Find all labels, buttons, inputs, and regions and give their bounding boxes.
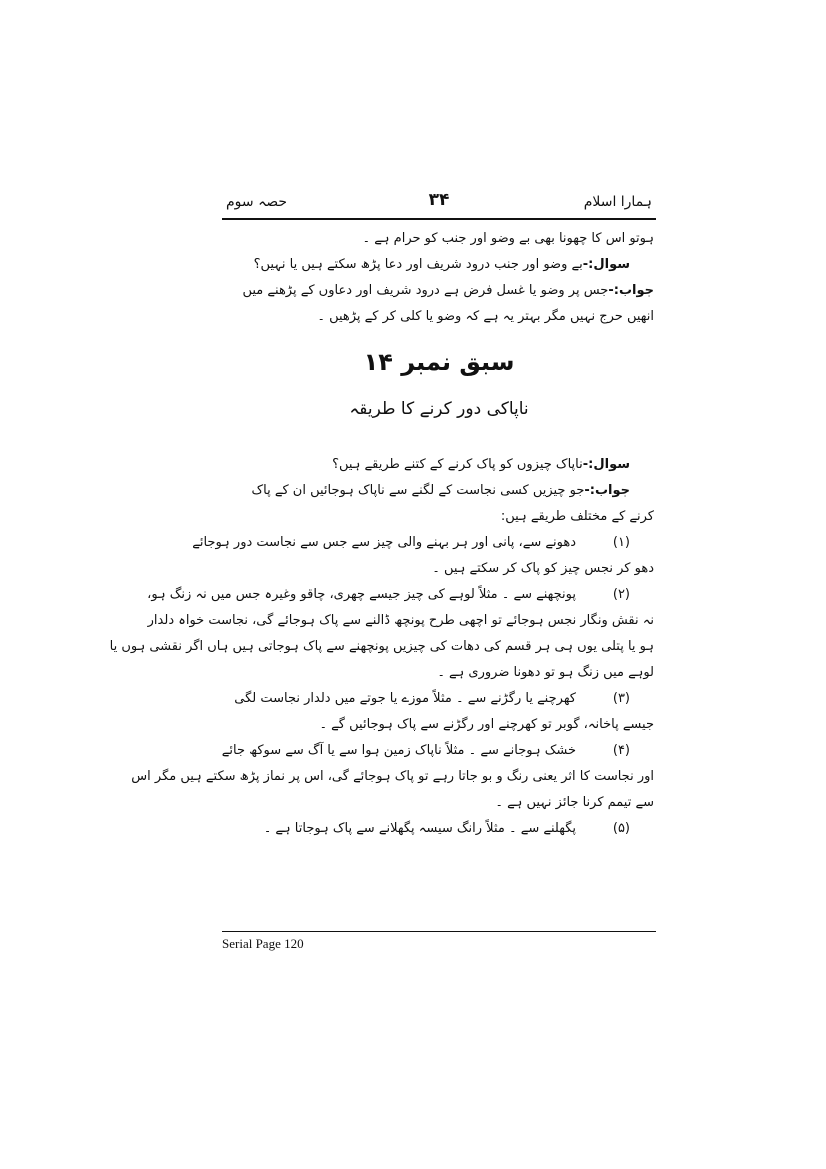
lesson-title: سبق نمبر ۱۴ bbox=[363, 348, 515, 376]
method-number: (۲) bbox=[612, 587, 630, 602]
method-text: کھرچنے یا رگڑنے سے ۔ مثلاً موزے یا جوتے میں دلدار نجاست لگی bbox=[234, 691, 576, 706]
method-line: جیسے پاخانہ، گوبر تو کھرچنے اور رگڑنے سے پاک ہوجائیں گے ۔ bbox=[319, 717, 654, 732]
answer-text: جو چیزیں کسی نجاست کے لگنے سے ناپاک ہوجائیں ان کے پاک bbox=[251, 483, 585, 498]
question-text: ناپاک چیزوں کو پاک کرنے کے کتنے طریقے ہیں؟ bbox=[332, 457, 583, 472]
lesson-answer-cont: کرنے کے مختلف طریقے ہیں: bbox=[500, 509, 654, 524]
method-line: دھو کر نجس چیز کو پاک کر سکتے ہیں ۔ bbox=[432, 561, 654, 576]
method-line bbox=[147, 582, 654, 608]
intro-answer bbox=[224, 278, 654, 304]
intro-answer-cont: انھیں حرج نہیں مگر بہتر یہ ہے کہ وضو یا کلی کر کے پڑھیں ۔ bbox=[317, 309, 654, 324]
lesson-answer bbox=[224, 478, 654, 504]
footer-rule bbox=[222, 931, 656, 932]
method-line bbox=[224, 686, 654, 712]
question-label: سوال:- bbox=[582, 457, 630, 472]
book-page bbox=[109, 188, 656, 968]
method-text: پگھلنے سے ۔ مثلاً رانگ سیسہ پگھلانے سے پاک ہوجاتا ہے ۔ bbox=[263, 821, 576, 836]
method-line: اور نجاست کا اثر یعنی رنگ و بو جاتا رہے تو پاک ہوجائے گی، اس پر نماز پڑھ سکتے ہیں مگر اس bbox=[131, 769, 654, 784]
part-label: حصہ سوم bbox=[226, 194, 288, 210]
question-label: سوال:- bbox=[582, 257, 630, 272]
method-number: (۳) bbox=[612, 691, 630, 706]
method-text: پونچھنے سے ۔ مثلاً لوہے کی چیز جیسے چھری، چاقو وغیرہ جس میں نہ زنگ ہو، bbox=[147, 587, 576, 602]
answer-label: جواب:- bbox=[584, 483, 630, 498]
method-line: ہو یا پتلی یوں ہی ہر قسم کی دھات کی چیزیں پونچھنے سے پاک ہوجاتی ہیں ہاں اگر نقشی ہوں یا bbox=[109, 639, 654, 654]
lesson-subtitle: ناپاکی دور کرنے کا طریقہ bbox=[349, 399, 529, 419]
intro-line: ہوتو اس کا چھونا بھی بے وضو اور جنب کو حرام ہے ۔ bbox=[362, 231, 654, 246]
method-line bbox=[224, 816, 654, 842]
page-body bbox=[109, 220, 656, 842]
method-number: (۵) bbox=[612, 821, 630, 836]
question-text: بے وضو اور جنب درود شریف اور دعا پڑھ سکتے ہیں یا نہیں؟ bbox=[253, 257, 583, 272]
method-number: (۴) bbox=[612, 743, 630, 758]
lesson-question bbox=[224, 452, 654, 478]
answer-label: جواب:- bbox=[608, 283, 654, 298]
method-line bbox=[192, 530, 654, 556]
method-line: سے تیمم کرنا جائز نہیں ہے ۔ bbox=[495, 795, 654, 810]
method-line: لوہے میں زنگ ہو تو دھونا ضروری ہے ۔ bbox=[437, 665, 654, 680]
answer-text: جس پر وضو یا غسل فرض ہے درود شریف اور دعاوں کے پڑھنے میں bbox=[242, 283, 609, 298]
method-line: نہ نقش ونگار نجس ہوجائے تو اچھی طرح پونچھ ڈالنے سے پاک ہوجائے گی، نجاست خواہ دلدار bbox=[147, 613, 654, 628]
method-line bbox=[221, 738, 654, 764]
book-title: ہمارا اسلام bbox=[583, 194, 652, 210]
page-header bbox=[222, 188, 656, 218]
method-number: (۱) bbox=[612, 535, 630, 550]
method-text: دھونے سے، پانی اور ہر بہنے والی چیز سے جس سے نجاست دور ہوجائے bbox=[192, 535, 576, 550]
method-text: خشک ہوجانے سے ۔ مثلاً ناپاک زمین ہوا سے یا آگ سے سوکھ جائے bbox=[221, 743, 576, 758]
page-number: ۳۴ bbox=[428, 190, 450, 210]
serial-page-label: Serial Page 120 bbox=[222, 936, 304, 951]
intro-question bbox=[224, 252, 654, 278]
